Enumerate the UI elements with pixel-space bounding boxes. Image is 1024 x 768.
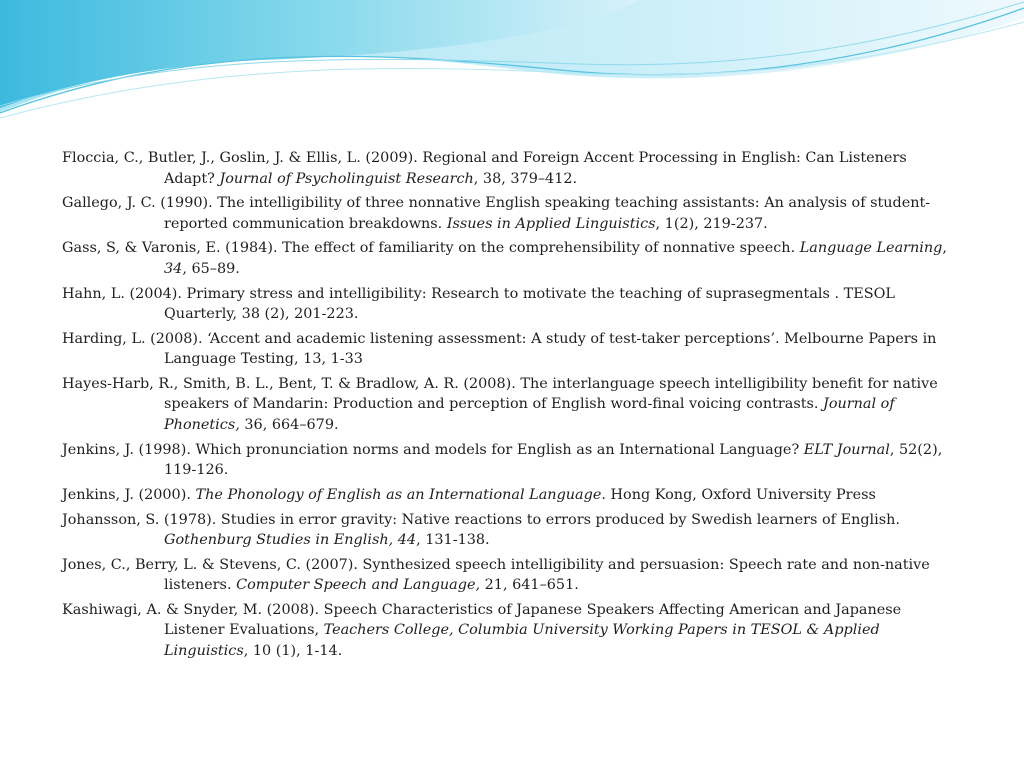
reference-text: , 10 (1), 1-14. [243,642,343,659]
reference-journal: Language Learning [799,240,943,257]
reference-entry [62,238,962,279]
reference-text: , 52(2), 119-126. [164,441,943,479]
reference-text: Johansson, S. (1978). Studies in error gravity: Native reactions to errors produced by Swedish learners of English. [62,511,900,528]
header-wave-decoration [0,0,1024,130]
reference-volume: 34 [164,260,183,277]
reference-text: Gallego, J. C. (1990). The intelligibility of three nonnative English speaking teaching assistants: An analysis of student-reported communication breakdowns. [62,195,931,232]
reference-text: , 65–89. [182,260,240,277]
reference-journal: ELT Journal [803,441,890,458]
reference-entry [62,510,962,551]
reference-text: , [942,240,947,257]
reference-book-title: The Phonology of English as an International Language [195,486,602,503]
reference-entry [62,374,962,436]
reference-entry [62,284,962,325]
reference-text: Gass, S, & Varonis, E. (1984). The effect of familiarity on the comprehensibility of nonnative speech. [62,240,800,257]
reference-text: Kashiwagi, A. & Snyder, M. (2008). Speech Characteristics of Japanese Speakers Affecting American and Japanese Listener Evaluations, [62,601,902,639]
reference-entry [62,485,962,506]
reference-journal: Journal of Psycholinguist Research [219,170,474,187]
reference-journal: Teachers College, Columbia University Working Papers in TESOL & Applied Linguistics [164,622,880,659]
reference-text: . Hong Kong, Oxford University Press [601,486,876,503]
reference-entry [62,329,962,370]
reference-text: , 131-138. [416,532,490,548]
reference-list [62,148,962,666]
reference-text: Floccia, C., Butler, J., Goslin, J. & Ellis, L. (2009). Regional and Foreign Accent Processing in English: Can Listeners Adapt? [62,150,907,187]
reference-journal: Journal of Phonetics, [164,396,895,433]
reference-text: , 1(2), 219-237. [655,215,768,232]
reference-entry [62,555,962,596]
reference-entry [62,600,962,662]
reference-journal: Issues in Applied Linguistics [446,215,656,232]
reference-text: Jenkins, J. (1998). Which pronunciation norms and models for English as an International Language? [62,441,804,458]
reference-text: Hayes-Harb, R., Smith, B. L., Bent, T. & Bradlow, A. R. (2008). The interlanguage speech intelligibility benefit for native speakers of Mandarin: Production and perception of English word-final voicing contrasts. [62,375,938,413]
reference-text: , 38, 379–412. [473,170,578,187]
reference-text: 36, 664–679. [239,416,339,433]
reference-journal: Computer Speech and Language, [236,577,481,594]
reference-entry [62,440,962,481]
reference-text: Harding, L. (2008). ‘Accent and academic listening assessment: A study of test-taker perceptions’. Melbourne Papers in Language Testing, 13, 1-33 [62,330,937,368]
reference-text: Jenkins, J. (2000). [62,486,196,503]
reference-entry [62,193,962,234]
reference-entry [62,148,962,189]
reference-text: Jones, C., Berry, L. & Stevens, C. (2007). Synthesized speech intelligibility and persuasion: Speech rate and non-native listeners. [62,556,930,594]
reference-journal: Gothenburg Studies in English, 44 [164,532,417,548]
reference-text: 21, 641–651. [480,577,579,594]
reference-text: Hahn, L. (2004). Primary stress and intelligibility: Research to motivate the teaching of suprasegmentals . TESOL Quarterly, 38 (2), 201-223. [62,285,895,323]
